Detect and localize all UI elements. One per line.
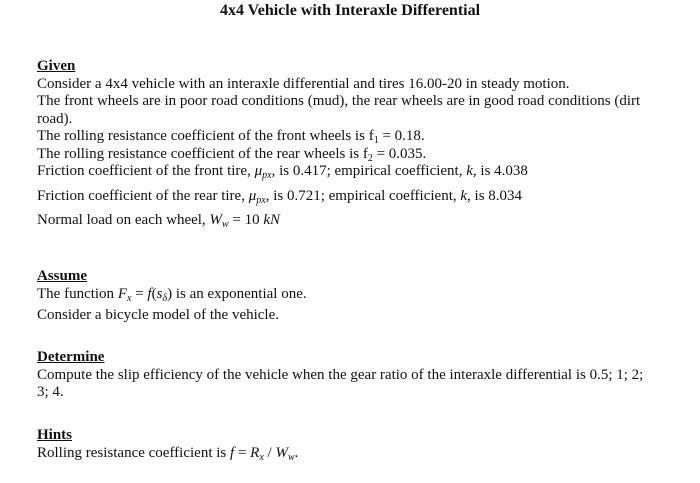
assume-section: [37, 268, 647, 325]
hints-heading: Hints: [37, 427, 73, 443]
determine-text: Compute the slip efficiency of the vehicle when the gear ratio of the interaxle differential is 0.5; 1; 2; 3; 4.: [37, 366, 644, 400]
given-section: [37, 58, 647, 230]
given-rear-rolling-resistance: The rolling resistance coefficient of the rear wheels is $f_2 = 0.035$.: [37, 145, 427, 164]
assume-function: The function $F_x = f(s_\delta)$ is an exponential one.: [37, 285, 307, 304]
given-normal-load: Normal load on each wheel, $W_w = 10$ kN: [37, 212, 280, 230]
given-road-conditions: The front wheels are in poor road conditions (mud), the rear wheels are in good road conditions (dirt road).: [37, 93, 641, 127]
given-intro: Consider a 4x4 vehicle with an interaxle differential and tires 16.00-20 in steady motion.: [37, 75, 570, 92]
assume-bicycle-model: Consider a bicycle model of the vehicle.: [37, 307, 279, 323]
assume-heading: Assume: [37, 268, 88, 284]
determine-heading: Determine: [37, 349, 105, 365]
given-heading: Given: [37, 58, 76, 74]
given-rear-friction: Friction coefficient of the rear tire, $\mu_{px}$, is 0.721; empirical coefficient, k, is 8.034: [37, 187, 523, 206]
given-front-rolling-resistance: The rolling resistance coefficient of the front wheels is $f_1 = 0.18$.: [37, 128, 425, 146]
given-front-friction: Friction coefficient of the front tire, $\mu_{px}$, is 0.417; empirical coefficient, k, is 4.038: [37, 163, 528, 181]
hints-rolling-resistance: Rolling resistance coefficient is $f = R_x / W_w$.: [37, 444, 299, 463]
document-title: 4x4 Vehicle with Interaxle Differential: [219, 2, 481, 19]
hints-section: [37, 427, 647, 462]
determine-section: [37, 349, 647, 402]
